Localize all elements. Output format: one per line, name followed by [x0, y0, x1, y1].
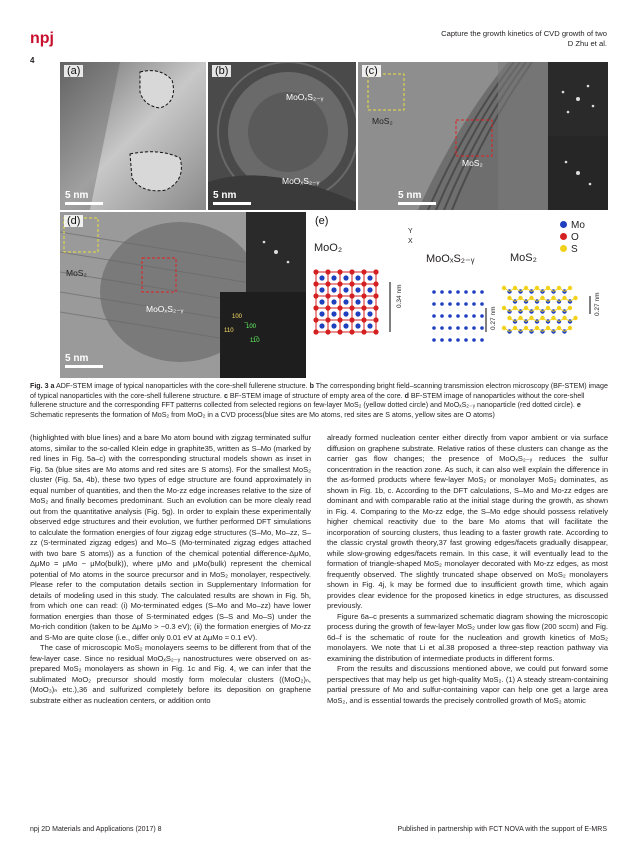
paragraph: From the results and discussions mentioned above, we could put forward some perspectives that may help us get high-quality MoS₂. (1) A steady stream-containing partial pressure of Mo and sulfur-containing vapor can help one get a large area MoS₂, and is essential towards the precisely controlled growth of MoS₂ atomic — [327, 664, 608, 705]
mo-atom — [367, 275, 372, 280]
mo-atom — [464, 338, 468, 342]
dim-034: 0.34 nm — [396, 284, 403, 308]
sulfur-atom — [568, 306, 572, 310]
mo-atom — [367, 311, 372, 316]
panel-c-image — [358, 62, 608, 210]
mo-atom — [367, 287, 372, 292]
mo-atom — [472, 326, 476, 330]
mo-atom — [464, 302, 468, 306]
fft-label-4: 11̅0 — [250, 338, 260, 344]
sulfur-atom — [573, 316, 577, 320]
oxygen-atom — [373, 305, 378, 310]
mo-atom — [367, 299, 372, 304]
oxygen-atom — [373, 317, 378, 322]
caption-part-d: BF-STEM image of nanoparticles without the core-shell fullerene structure and the corresponding FFT patterns collected from selected regions on few-layer MoS₂ (yellow dotted circle) and MoOₓS₂₋ᵧ nanoparticle (red dotted circle). — [30, 391, 585, 410]
oxygen-atom — [349, 269, 354, 274]
footer-partnership: Published in partnership with FCT NOVA with the support of E-MRS — [397, 826, 607, 833]
panel-c-scalebar — [398, 190, 436, 205]
oxygen-atom — [325, 329, 330, 334]
mo-atom — [343, 287, 348, 292]
panel-e-label: (e) — [315, 215, 329, 227]
mo-atom — [456, 326, 460, 330]
legend-o-label: O — [571, 232, 579, 243]
oxygen-atom — [337, 305, 342, 310]
mo-atom — [464, 326, 468, 330]
title-moox: MoOₓS₂₋ᵧ — [426, 253, 475, 265]
running-title: Capture the growth kinetics of CVD growth of two — [441, 29, 607, 38]
sulfur-atom — [573, 296, 577, 300]
panel-c-label: (c) — [362, 65, 381, 77]
mo-atom — [456, 290, 460, 294]
mo-atom — [440, 338, 444, 342]
caption-label: Fig. 3 — [30, 382, 49, 390]
axis-x-label: X — [408, 238, 413, 245]
fft-label-2: 110 — [224, 328, 234, 334]
panel-a-image — [60, 62, 206, 210]
oxygen-atom — [337, 281, 342, 286]
oxygen-atom — [313, 281, 318, 286]
mo-atom — [355, 275, 360, 280]
figure-3 — [60, 62, 608, 380]
mo-atom — [472, 338, 476, 342]
fft-label-1: 100 — [232, 314, 243, 320]
oxygen-atom — [313, 329, 318, 334]
caption-a: a — [50, 382, 55, 390]
page-number: 4 — [30, 56, 35, 65]
mo-atom — [464, 290, 468, 294]
panel-b-scalebar — [213, 190, 251, 205]
caption-part-e: Schematic represents the formation of MoS₂ from MoO₂ in a CVD process(blue sites are Mo atoms, red sites are S atoms, yellow sites are O atoms) — [30, 410, 495, 419]
mo-atom — [343, 311, 348, 316]
mo-atom — [480, 290, 484, 294]
oxygen-atom — [313, 269, 318, 274]
mo-atom — [456, 302, 460, 306]
oxygen-atom — [373, 329, 378, 334]
mo-atom — [456, 314, 460, 318]
mo-atom — [448, 326, 452, 330]
oxygen-atom — [349, 293, 354, 298]
oxygen-atom — [373, 281, 378, 286]
dim-027-b: 0.27 nm — [594, 292, 601, 316]
mo-atom — [472, 314, 476, 318]
mo-atom — [456, 338, 460, 342]
caption-part-c: BF-STEM image of structure of empty area of the core. — [227, 391, 405, 400]
running-head — [347, 29, 607, 49]
panel-c-tag-left: MoS₂ — [372, 116, 393, 126]
journal-logo: npj — [30, 30, 54, 47]
oxygen-atom — [361, 269, 366, 274]
mo-atom — [319, 299, 324, 304]
title-mos2: MoS₂ — [510, 252, 537, 264]
oxygen-atom — [337, 329, 342, 334]
mo-atom — [319, 311, 324, 316]
caption-c: c — [224, 391, 228, 400]
oxygen-atom — [361, 329, 366, 334]
panel-d-tag-left: MoS₂ — [66, 268, 87, 278]
sulfur-atom — [568, 286, 572, 290]
oxygen-atom — [325, 317, 330, 322]
oxygen-atom — [313, 317, 318, 322]
dim-027-a: 0.27 nm — [490, 306, 497, 330]
mo-atom — [448, 314, 452, 318]
oxygen-atom — [337, 293, 342, 298]
mo-atom — [480, 302, 484, 306]
oxygen-atom — [349, 317, 354, 322]
scale-text: 5 nm — [65, 353, 89, 364]
oxygen-atom — [361, 317, 366, 322]
mo-atom — [480, 314, 484, 318]
oxygen-atom — [325, 269, 330, 274]
oxygen-atom — [313, 293, 318, 298]
oxygen-atom — [325, 293, 330, 298]
scale-text: 5 nm — [398, 190, 422, 201]
panel-c — [358, 62, 608, 210]
oxygen-atom — [361, 281, 366, 286]
oxygen-atom — [337, 317, 342, 322]
oxygen-atom — [361, 293, 366, 298]
mo-atom — [464, 314, 468, 318]
axis-y-label: Y — [408, 228, 413, 235]
mo-atom — [448, 338, 452, 342]
caption-part-b: The corresponding bright field–scanning transmission electron microscopy (BF-STEM) image of typical nanoparticles with the core-shell fullerene structure. — [30, 382, 608, 400]
running-authors: D Zhu et al. — [567, 39, 607, 48]
mo-atom — [355, 323, 360, 328]
caption-part-a: ADF-STEM image of typical nanoparticles with the core-shell fullerene structure. — [54, 382, 310, 390]
panel-d-scalebar — [65, 353, 103, 368]
body-column-left — [30, 433, 311, 706]
mo-atom — [432, 290, 436, 294]
panel-b-label: (b) — [212, 65, 231, 77]
mo-atom — [440, 314, 444, 318]
mo-atom — [331, 275, 336, 280]
mo-atom — [432, 326, 436, 330]
panel-e-lattices — [308, 212, 608, 378]
paragraph: already formed nucleation center either directly from vapor ambient or via surface diffusion on graphene substrate. Relative ratios of these clusters can change as the carrier gas flow changes; the presence of MoOₓS₂₋ᵧ reduces the sulfur concentration in the reaction zone. As such, it can also well explain the difference in the as-formed products where few-layer MoS₂ or monolayer MoS₂ dominates, as shown in Fig. 1b, c. According to the DFT calculations, S–Mo and Mo-zz edges are dominant and with comparable ratio at the initial stage during the growth, as shown in Fig. 4. Comparing to the Mo-zz edge, the S–Mo edge should possess relatively higher chemical reactivity due to the bare Mo atoms that will facilitate the incorporation of sourcing clusters, thus leading to a faster growth rate. According to the classic crystal growth theory,37 fast growing edges/facets gradually disappear, while slow-growing edges/facets remain. In this case, it will eventually lead to the formation of triangle-shaped MoS₂ monolayer decorated with Mo-zz edges, as most frequently observed. The slightly truncated shape observed on MoS₂ monolayers shown in Fig. 4j, k may be formed due to insufficient growth time, which again provides clear evidence for the proposed kinetics in edge structures, as discussed previously. — [327, 433, 608, 610]
mo-atom — [319, 323, 324, 328]
paragraph: Figure 6a–c presents a summarized schematic diagram showing the microscopic process during the growth of few-layer MoS₂ under low gas flow (200 sccm) and Fig. 6d–f is the schematic of route for the nucleation and growth kinetics of MoS₂ monolayers. We note that Li et al.38 proposed a three-step reaction pathway via examining the distribution of intermediate products in different forms. — [327, 611, 608, 663]
mo-atom — [448, 302, 452, 306]
panel-a — [60, 62, 206, 210]
oxygen-atom — [373, 269, 378, 274]
panel-b-tag-top: MoOₓS₂₋ᵧ — [286, 92, 324, 102]
mo-atom — [355, 287, 360, 292]
mo-atom — [343, 299, 348, 304]
oxygen-atom — [325, 281, 330, 286]
paragraph: The case of microscopic MoS₂ monolayers seems to be different from that of the few-layer case. Since no residual MoOₓS₂₋ᵧ nanostructures were observed on as-prepared MoS₂ monolayers as shown in Fig. 1c and Fig. 4, we can infer that the sublimated MoO₂ precursor should mostly form molecular clusters ((MoO₂)ₙ, (MoO₃)ₙ etc.),36 and sulfurized completely before its deposition on graphene substrate either as nucleation centers, or addition onto — [30, 643, 311, 705]
title-moo2: MoO₂ — [314, 242, 343, 254]
scale-text: 5 nm — [65, 190, 89, 201]
figure-caption — [30, 382, 608, 420]
sulfur-atom — [568, 326, 572, 330]
panel-d-tag-mid: MoOₓS₂₋ᵧ — [146, 304, 184, 314]
mo-atom — [319, 287, 324, 292]
mo-atom — [355, 311, 360, 316]
mo-atom — [331, 299, 336, 304]
mo-atom — [331, 311, 336, 316]
panel-c-tag-right: MoS₂ — [462, 158, 483, 168]
panel-d — [60, 212, 306, 378]
caption-d: d — [404, 391, 409, 400]
panel-b-tag-bottom: MoOₓS₂₋ᵧ — [282, 176, 320, 186]
mo-atom — [480, 326, 484, 330]
oxygen-atom — [349, 305, 354, 310]
panel-b-image — [208, 62, 356, 210]
mo-atom — [480, 338, 484, 342]
mo-atom — [432, 338, 436, 342]
legend-mo-label: Mo — [571, 220, 585, 231]
legend-s-label: S — [571, 244, 578, 255]
mo-atom — [440, 302, 444, 306]
mo-atom — [432, 302, 436, 306]
mo-atom — [343, 275, 348, 280]
fft-label-3: ̅100 — [246, 324, 257, 330]
mo-atom — [472, 290, 476, 294]
mo-atom — [472, 302, 476, 306]
scale-text: 5 nm — [213, 190, 237, 201]
oxygen-atom — [337, 269, 342, 274]
panel-a-scalebar — [65, 190, 103, 205]
caption-e: e — [576, 401, 581, 410]
mo-atom — [319, 275, 324, 280]
panel-d-label: (d) — [64, 215, 83, 227]
caption-b: b — [309, 382, 314, 390]
oxygen-atom — [349, 329, 354, 334]
footer-journal: npj 2D Materials and Applications (2017) 8 — [30, 826, 162, 833]
panel-e — [308, 212, 608, 378]
mo-atom — [432, 314, 436, 318]
oxygen-atom — [361, 305, 366, 310]
oxygen-atom — [349, 281, 354, 286]
mo-atom — [355, 299, 360, 304]
mo-atom — [440, 290, 444, 294]
mo-atom — [367, 323, 372, 328]
mo-atom — [331, 287, 336, 292]
mo-atom — [440, 326, 444, 330]
mo-atom — [343, 323, 348, 328]
mo-atom — [331, 323, 336, 328]
oxygen-atom — [373, 293, 378, 298]
oxygen-atom — [313, 305, 318, 310]
body-column-right — [327, 433, 608, 706]
panel-a-label: (a) — [64, 65, 83, 77]
mo-atom — [448, 290, 452, 294]
panel-b — [208, 62, 356, 210]
oxygen-atom — [325, 305, 330, 310]
paragraph: (highlighted with blue lines) and a bare Mo atom bound with zigzag terminated sulfur atoms, similar to the so-called Klein edge in graphite35, written as S–Mo (marked by red lines in Fig. 5a–c) with the corresponding structural models shown as inset in Fig. 5a (blue sites are Mo atoms and red sites are S atoms). For the smallest MoS₂ cluster (Fig. 5a, 4b), these two types of edge structure are found approximately in equal number of quantities, and then the Mo-zz edge increases relative to the size of MoS₂ and finally becomes predominant. Such an evolution can be more clealy read out from the quantitative analysis (Fig. 5g). In order to explain these experimentally observed edge structures and their evolution, we further performed DFT simulations to calculate the formation energies of four zigzag edge structures (S–Mo, Mo–zz, S–zz (S-terminated zigzag edges) and Mo–S (Mo-terminated zigzag edges attached with two bare S atoms)) as a function of the chemical potential difference-ΔμMo, ΔμMo = μMo − μMo(bulk)), where μMo and μMo(bulk) represent the chemical potential of Mo atoms in the source precursor and in MoS₂ monolayer, respectively. Please refer to the computation details section in Supplementary Information for details of modeling used in this study. The calculated results are shown in Fig. 5h, from which one can read: (i) Mo-terminated edges (S–Mo and Mo–zz) have lower formation energies than those of S-terminated edges (S–S and Mo–S) under the Mo-rich condition (taken to be ΔμMo > −0.3 eV); (ii) the formation energies of Mo-zz and S-Mo are quite close (i.e., differ only 0.01 eV at ΔμMo ≈ 0.1 eV). — [30, 433, 311, 642]
